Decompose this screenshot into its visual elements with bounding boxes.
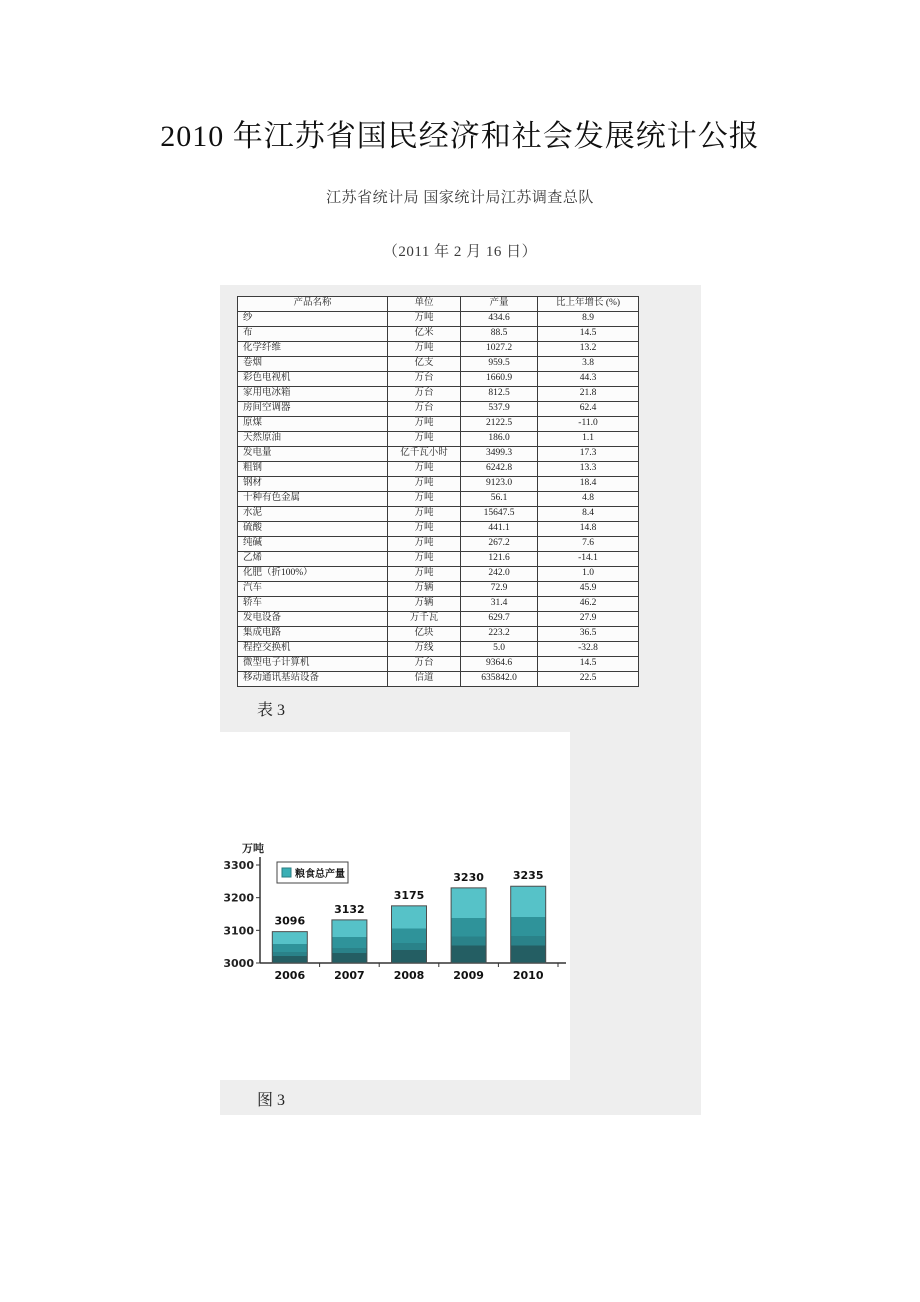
table-cell: 万千瓦 [388, 612, 461, 627]
table-cell: 天然原油 [238, 432, 388, 447]
table-row [238, 597, 639, 612]
table-cell: 1.1 [538, 432, 639, 447]
table-row [238, 612, 639, 627]
table-cell: 钢材 [238, 477, 388, 492]
table-cell: 441.1 [461, 522, 538, 537]
table-cell: 8.4 [538, 507, 639, 522]
table-cell: 88.5 [461, 327, 538, 342]
table-cell: 硫酸 [238, 522, 388, 537]
bar-2009 [451, 888, 486, 963]
table-cell: 房间空调器 [238, 402, 388, 417]
table-cell: 信道 [388, 672, 461, 687]
table-cell: 化学纤维 [238, 342, 388, 357]
table-cell: 45.9 [538, 582, 639, 597]
column-header: 比上年增长 (%) [538, 297, 639, 312]
table-cell: 8.9 [538, 312, 639, 327]
table-cell: 223.2 [461, 627, 538, 642]
table-cell: 万吨 [388, 537, 461, 552]
table-cell: 万台 [388, 387, 461, 402]
column-header: 产量 [461, 297, 538, 312]
x-tick-label: 2008 [393, 969, 425, 982]
table-cell: 13.2 [538, 342, 639, 357]
industrial-products-table [237, 296, 639, 687]
table-cell: 14.5 [538, 327, 639, 342]
table-row [238, 387, 639, 402]
table-cell: 汽车 [238, 582, 388, 597]
table-row [238, 552, 639, 567]
table-row [238, 417, 639, 432]
table-cell: 万吨 [388, 477, 461, 492]
table-cell: 6242.8 [461, 462, 538, 477]
table-row [238, 627, 639, 642]
table-cell: 万吨 [388, 342, 461, 357]
table-cell: 434.6 [461, 312, 538, 327]
table-row [238, 447, 639, 462]
table-cell: 5.0 [461, 642, 538, 657]
table-cell: 537.9 [461, 402, 538, 417]
table-cell: 万吨 [388, 432, 461, 447]
x-tick-label: 2009 [453, 969, 484, 982]
y-tick-label: 3100 [223, 924, 254, 938]
table-cell: 布 [238, 327, 388, 342]
table-cell: 18.4 [538, 477, 639, 492]
table-header-row [238, 297, 639, 312]
table-row [238, 642, 639, 657]
bar-value-label: 3096 [274, 914, 306, 928]
table-cell: 62.4 [538, 402, 639, 417]
table-cell: 267.2 [461, 537, 538, 552]
table-row [238, 672, 639, 687]
bar-value-label: 3175 [393, 888, 425, 902]
table-cell: -11.0 [538, 417, 639, 432]
table-cell: 万吨 [388, 552, 461, 567]
table-row [238, 312, 639, 327]
table-cell: 14.8 [538, 522, 639, 537]
bar-2006 [272, 932, 307, 963]
content-panel [220, 285, 701, 1115]
legend-label: 粮食总产量 [295, 869, 345, 880]
table-cell: 36.5 [538, 627, 639, 642]
table-cell: 44.3 [538, 372, 639, 387]
table-cell: 959.5 [461, 357, 538, 372]
grain-output-bar-chart [220, 732, 570, 1080]
table-cell: 万辆 [388, 597, 461, 612]
table-cell: 242.0 [461, 567, 538, 582]
table-cell: 粗钢 [238, 462, 388, 477]
table-cell: 万吨 [388, 522, 461, 537]
table-row [238, 342, 639, 357]
table-cell: 原煤 [238, 417, 388, 432]
table-cell: 186.0 [461, 432, 538, 447]
bar-value-label: 3235 [512, 869, 544, 883]
table-cell: 635842.0 [461, 672, 538, 687]
table-cell: 轿车 [238, 597, 388, 612]
y-tick-label: 3000 [223, 957, 254, 970]
table-row [238, 327, 639, 342]
table-cell: 3.8 [538, 357, 639, 372]
table-row [238, 477, 639, 492]
table-cell: 14.5 [538, 657, 639, 672]
x-tick-label: 2010 [512, 969, 544, 982]
table-cell: 17.3 [538, 447, 639, 462]
table-cell: 万吨 [388, 462, 461, 477]
table-cell: 27.9 [538, 612, 639, 627]
table-cell: 亿支 [388, 357, 461, 372]
table-cell: 812.5 [461, 387, 538, 402]
y-tick-label: 3300 [223, 859, 254, 872]
table-row [238, 657, 639, 672]
bar-value-label: 3132 [334, 902, 365, 916]
table-cell: 集成电路 [238, 627, 388, 642]
table-cell: 程控交换机 [238, 642, 388, 657]
table-row [238, 567, 639, 582]
table-cell: 化肥（折100%） [238, 567, 388, 582]
table-cell: 7.6 [538, 537, 639, 552]
bar-value-label: 3230 [453, 870, 484, 884]
page-subtitle: 江苏省统计局 国家统计局江苏调查总队 [326, 190, 594, 206]
table-cell: 万台 [388, 402, 461, 417]
table-cell: 亿块 [388, 627, 461, 642]
table-cell: 万台 [388, 657, 461, 672]
table-cell: -32.8 [538, 642, 639, 657]
bar-2008 [392, 906, 427, 963]
table-row [238, 357, 639, 372]
table-caption: 表 3 [257, 702, 286, 719]
table-cell: 4.8 [538, 492, 639, 507]
table-row [238, 432, 639, 447]
table-cell: 发电量 [238, 447, 388, 462]
figure-caption: 图 3 [257, 1092, 286, 1109]
table-cell: 纱 [238, 312, 388, 327]
table-cell: -14.1 [538, 552, 639, 567]
table-cell: 亿千瓦小时 [388, 447, 461, 462]
x-tick-label: 2007 [334, 969, 365, 982]
table-cell: 15647.5 [461, 507, 538, 522]
table-cell: 1660.9 [461, 372, 538, 387]
table-row [238, 507, 639, 522]
bar-2007 [332, 920, 367, 963]
table-cell: 629.7 [461, 612, 538, 627]
table-cell: 121.6 [461, 552, 538, 567]
table-cell: 46.2 [538, 597, 639, 612]
table-cell: 万吨 [388, 417, 461, 432]
table-row [238, 372, 639, 387]
bar-2010 [511, 886, 546, 963]
table-row [238, 462, 639, 477]
table-cell: 万吨 [388, 492, 461, 507]
column-header: 产品名称 [238, 297, 388, 312]
page-title: 2010 年江苏省国民经济和社会发展统计公报 [160, 120, 760, 153]
table-row [238, 522, 639, 537]
column-header: 单位 [388, 297, 461, 312]
x-tick-label: 2006 [274, 969, 306, 982]
table-row [238, 582, 639, 597]
table-cell: 9123.0 [461, 477, 538, 492]
table-cell: 水泥 [238, 507, 388, 522]
table-cell: 万吨 [388, 567, 461, 582]
table-cell: 亿米 [388, 327, 461, 342]
table-cell: 3499.3 [461, 447, 538, 462]
table-cell: 移动通讯基站设备 [238, 672, 388, 687]
table-row [238, 402, 639, 417]
table-cell: 万辆 [388, 582, 461, 597]
table-cell: 1.0 [538, 567, 639, 582]
table-cell: 22.5 [538, 672, 639, 687]
table-row [238, 492, 639, 507]
date-line: （2011 年 2 月 16 日） [382, 244, 538, 260]
grain-output-chart-panel [220, 732, 570, 1080]
table-cell: 万线 [388, 642, 461, 657]
table-cell: 万吨 [388, 507, 461, 522]
table-cell: 卷烟 [238, 357, 388, 372]
table-row [238, 537, 639, 552]
table-cell: 十种有色金属 [238, 492, 388, 507]
legend-swatch [282, 868, 291, 877]
table-cell: 72.9 [461, 582, 538, 597]
table-cell: 9364.6 [461, 657, 538, 672]
table-cell: 13.3 [538, 462, 639, 477]
table-cell: 1027.2 [461, 342, 538, 357]
table-cell: 微型电子计算机 [238, 657, 388, 672]
y-axis-unit-label: 万吨 [242, 842, 264, 855]
table-cell: 万吨 [388, 312, 461, 327]
table-cell: 2122.5 [461, 417, 538, 432]
table-cell: 31.4 [461, 597, 538, 612]
table-cell: 乙烯 [238, 552, 388, 567]
table-cell: 万台 [388, 372, 461, 387]
table-cell: 纯碱 [238, 537, 388, 552]
table-cell: 彩色电视机 [238, 372, 388, 387]
table-cell: 发电设备 [238, 612, 388, 627]
table-cell: 21.8 [538, 387, 639, 402]
y-tick-label: 3200 [223, 891, 254, 905]
table-cell: 家用电冰箱 [238, 387, 388, 402]
table-cell: 56.1 [461, 492, 538, 507]
